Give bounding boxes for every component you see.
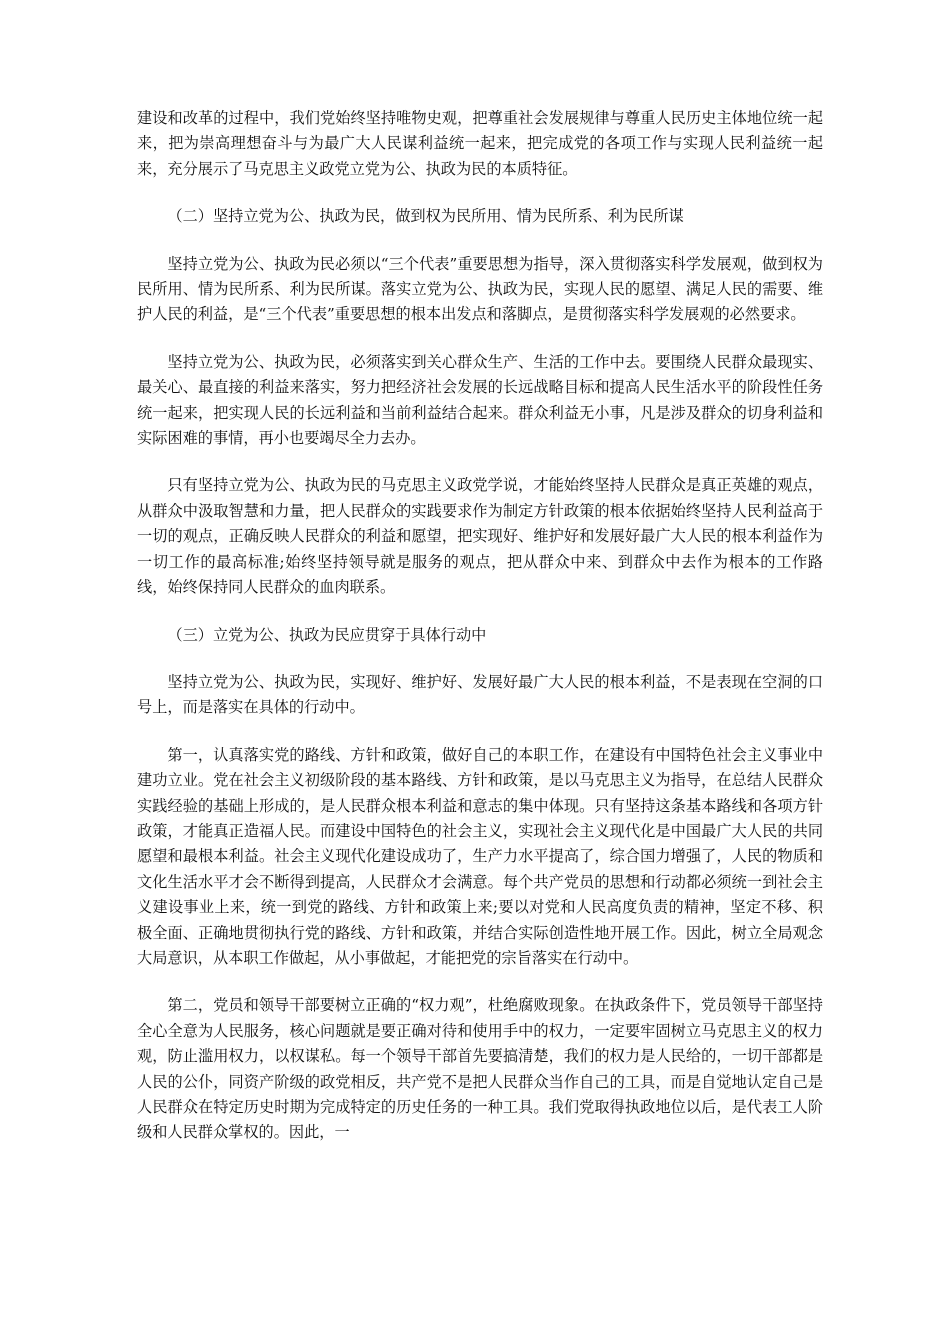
paragraph: 只有坚持立党为公、执政为民的马克思主义政党学说，才能始终坚持人民群众是真正英雄的观点，从群众中汲取智慧和力量，把人民群众的实践要求作为制定方针政策的根本依据始终坚持人民利益高于一切的观点，正确反映人民群众的利益和愿望，把实现好、维护好和发展好最广大人民的根本利益作为一切工作的最高标准;始终坚持领导就是服务的观点，把从群众中来、到群众中去作为根本的工作路线，始终保持同人民群众的血肉联系。 [137,476,823,597]
paragraph-continuation: 建设和改革的过程中，我们党始终坚持唯物史观，把尊重社会发展规律与尊重人民历史主体地位统一起来，把为崇高理想奋斗与为最广大人民谋利益统一起来，把完成党的各项工作与实现人民利益统一起来，充分展示了马克思主义政党立党为公、执政为民的本质特征。 [137,109,823,178]
paragraph: 第一，认真落实党的路线、方针和政策，做好自己的本职工作，在建设有中国特色社会主义事业中建功立业。党在社会主义初级阶段的基本路线、方针和政策，是以马克思主义为指导，在总结人民群众实践经验的基础上形成的，是人民群众根本利益和意志的集中体现。只有坚持这条基本路线和各项方针政策，才能真正造福人民。而建设中国特色的社会主义，实现社会主义现代化是中国最广大人民的共同愿望和最根本利益。社会主义现代化建设成功了，生产力水平提高了，综合国力增强了，人民的物质和文化生活水平才会不断得到提高，人民群众才会满意。每个共产党员的思想和行动都必须统一到社会主义建设事业上来，统一到党的路线、方针和政策上来;要以对党和人民高度负责的精神，坚定不移、积极全面、正确地贯彻执行党的路线、方针和政策，并结合实际创造性地开展工作。因此，树立全局观念大局意识，从本职工作做起，从小事做起，才能把党的宗旨落实在行动中。 [137,745,823,967]
section-heading-3: （三）立党为公、执政为民应贯穿于具体行动中 [167,625,487,644]
document-page [137,106,823,1168]
paragraph: 第二，党员和领导干部要树立正确的“权力观”，杜绝腐败现象。在执政条件下，党员领导干部坚持全心全意为人民服务，核心问题就是要正确对待和使用手中的权力，一定要牢固树立马克思主义的权力观，防止滥用权力，以权谋私。每一个领导干部首先要搞清楚，我们的权力是人民给的，一切干部都是人民的公仆，同资产阶级的政党相反，共产党不是把人民群众当作自己的工具，而是自觉地认定自己是人民群众在特定历史时期为完成特定的历史任务的一种工具。我们党取得执政地位以后，是代表工人阶级和人民群众掌权的。因此，一 [137,996,823,1142]
paragraph: 坚持立党为公、执政为民必须以“三个代表”重要思想为指导，深入贯彻落实科学发展观，做到权为民所用、情为民所系、利为民所谋。落实立党为公、执政为民，实现人民的愿望、满足人民的需要、维护人民的利益，是“三个代表”重要思想的根本出发点和落脚点，是贯彻落实科学发展观的必然要求。 [137,254,823,324]
paragraph: 坚持立党为公、执政为民，必须落实到关心群众生产、生活的工作中去。要围绕人民群众最现实、最关心、最直接的利益来落实，努力把经济社会发展的长远战略目标和提高人民生活水平的阶段性任务统一起来，把实现人民的长远利益和当前利益结合起来。群众利益无小事，凡是涉及群众的切身利益和实际困难的事情，再小也要竭尽全力去办。 [137,352,823,448]
paragraph: 坚持立党为公、执政为民，实现好、维护好、发展好最广大人民的根本利益，不是表现在空洞的口号上，而是落实在具体的行动中。 [137,672,823,717]
section-heading-2: （二）坚持立党为公、执政为民，做到权为民所用、情为民所系、利为民所谋 [167,207,684,226]
